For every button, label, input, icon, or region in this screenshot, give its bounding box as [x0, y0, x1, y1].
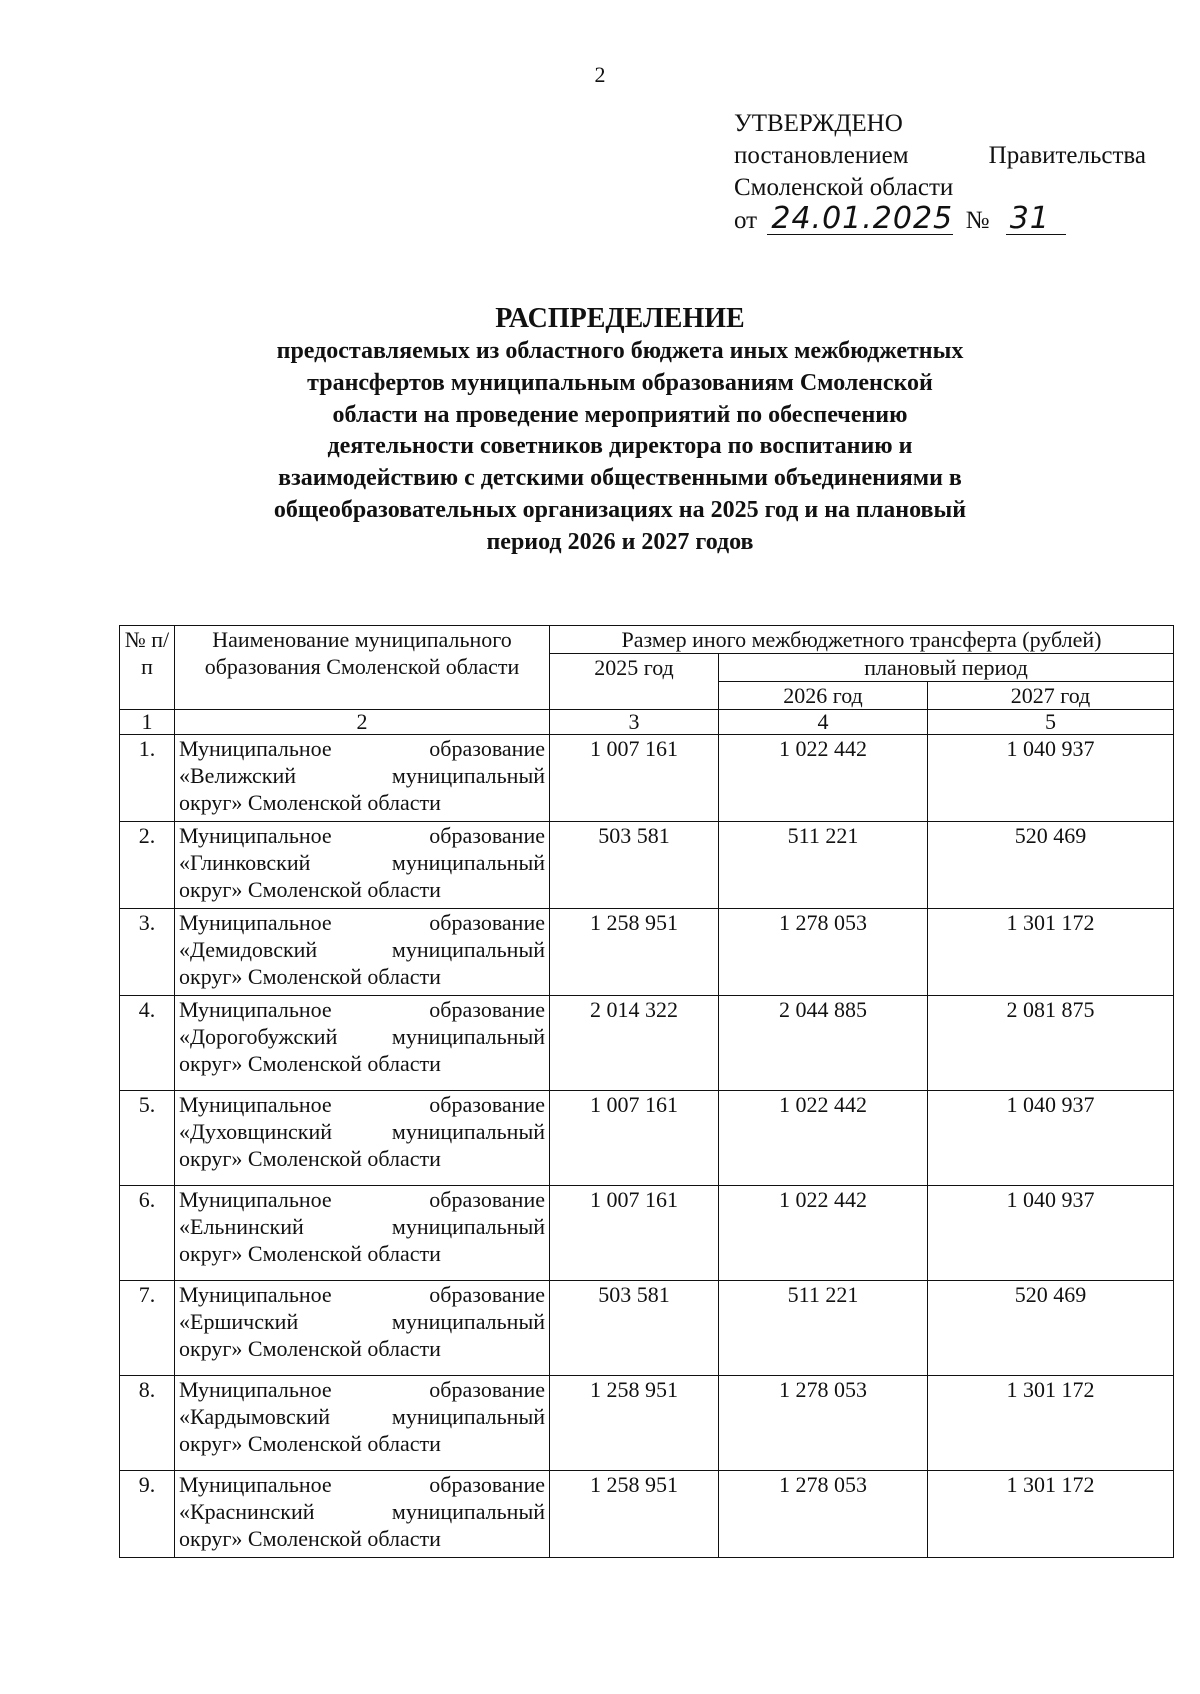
value-2026: 2 044 885 [719, 996, 928, 1091]
row-municipality [175, 822, 550, 909]
value-2025: 2 014 322 [550, 996, 719, 1091]
name-word: «Духовщинский [179, 1119, 333, 1144]
header-name: Наименование муниципального образования Смоленской области [175, 626, 550, 710]
row-municipality [175, 996, 550, 1091]
table-row [120, 735, 1174, 822]
row-number: 5. [120, 1091, 175, 1186]
table-row [120, 909, 1174, 996]
name-line-2 [179, 1403, 545, 1430]
row-municipality [175, 735, 550, 822]
name-line-2 [179, 849, 545, 876]
value-2027: 1 301 172 [928, 909, 1174, 996]
value-2027: 1 040 937 [928, 1186, 1174, 1281]
page-number: 2 [594, 62, 606, 87]
name-word: Муниципальное [179, 1092, 332, 1117]
name-line-3: округ» Смоленской области [179, 1336, 441, 1361]
value-2025: 1 007 161 [550, 1091, 719, 1186]
name-word: образование [429, 1377, 545, 1402]
approval-line-2 [734, 140, 1146, 172]
header-num: № п/п [120, 626, 175, 710]
value-2025: 503 581 [550, 822, 719, 909]
name-word: «Краснинский [179, 1499, 315, 1524]
row-number: 6. [120, 1186, 175, 1281]
row-municipality [175, 1091, 550, 1186]
value-2025: 1 258 951 [550, 1376, 719, 1471]
name-word: муниципальный [391, 763, 545, 788]
name-line-3: округ» Смоленской области [179, 1241, 441, 1266]
name-word: Муниципальное [179, 736, 332, 761]
value-2025: 1 007 161 [550, 1186, 719, 1281]
row-number: 7. [120, 1281, 175, 1376]
header-amount: Размер иного межбюджетного трансферта (рублей) [550, 626, 1174, 654]
approval-region: Смоленской области [734, 174, 954, 201]
header-2027: 2027 год [928, 682, 1174, 710]
value-2027: 1 040 937 [928, 1091, 1174, 1186]
value-2027: 1 301 172 [928, 1376, 1174, 1471]
header-2025: 2025 год [550, 654, 719, 710]
row-number: 8. [120, 1376, 175, 1471]
name-word: муниципальный [391, 850, 545, 875]
value-2027: 2 081 875 [928, 996, 1174, 1091]
name-line-3: округ» Смоленской области [179, 1526, 441, 1551]
name-line-1 [179, 909, 545, 936]
name-word: образование [429, 823, 545, 848]
name-word: Муниципальное [179, 1472, 332, 1497]
value-2025: 1 258 951 [550, 1471, 719, 1558]
name-word: «Дорогобужский [179, 1024, 338, 1049]
name-line-1 [179, 1091, 545, 1118]
value-2026: 1 278 053 [719, 1376, 928, 1471]
name-word: муниципальный [391, 1119, 545, 1144]
name-word: Муниципальное [179, 1282, 332, 1307]
approval-heading: УТВЕРЖДЕНО [734, 110, 903, 137]
name-word: Муниципальное [179, 1377, 332, 1402]
name-word: образование [429, 1187, 545, 1212]
row-number: 9. [120, 1471, 175, 1558]
name-word: муниципальный [391, 1499, 545, 1524]
index-cell: 2 [175, 710, 550, 735]
name-word: муниципальный [391, 937, 545, 962]
name-word: образование [429, 1092, 545, 1117]
name-line-2 [179, 1118, 545, 1145]
name-line-3: округ» Смоленской области [179, 1051, 441, 1076]
value-2027: 1 040 937 [928, 735, 1174, 822]
name-line-2 [179, 1213, 545, 1240]
name-word: «Велижский [179, 763, 296, 788]
value-2026: 1 278 053 [719, 909, 928, 996]
name-word: Муниципальное [179, 910, 332, 935]
name-line-3: округ» Смоленской области [179, 877, 441, 902]
value-2027: 520 469 [928, 1281, 1174, 1376]
name-line-1 [179, 735, 545, 762]
name-word: муниципальный [391, 1024, 545, 1049]
approval-date-handwritten: 24.01.2025 [767, 204, 953, 235]
name-line-3: округ» Смоленской области [179, 1431, 441, 1456]
table-row [120, 1186, 1174, 1281]
approval-date-number-row [734, 201, 1146, 237]
name-word: образование [429, 910, 545, 935]
approval-from-label: от [734, 207, 758, 234]
name-word: образование [429, 997, 545, 1022]
value-2025: 503 581 [550, 1281, 719, 1376]
document-title-block [150, 302, 1090, 559]
table-row [120, 1471, 1174, 1558]
document-subtitle: предоставляемых из областного бюджета иных межбюджетных трансфертов муниципальным образованиям Смоленской области на проведение мероприятий по обеспечению деятельности советников директора по воспитанию и взаимодействию с детскими общественными объединениями в общеобразовательных организациях на 2025 год и на плановый период 2026 и 2027 годов [273, 338, 967, 555]
value-2027: 520 469 [928, 822, 1174, 909]
name-line-1 [179, 996, 545, 1023]
name-word: «Ельнинский [179, 1214, 304, 1239]
row-municipality [175, 1281, 550, 1376]
value-2027: 1 301 172 [928, 1471, 1174, 1558]
index-cell: 5 [928, 710, 1174, 735]
document-title: РАСПРЕДЕЛЕНИЕ [495, 303, 745, 334]
index-cell: 3 [550, 710, 719, 735]
header-2026: 2026 год [719, 682, 928, 710]
name-line-3: округ» Смоленской области [179, 964, 441, 989]
row-municipality [175, 1471, 550, 1558]
value-2026: 1 022 442 [719, 735, 928, 822]
row-number: 3. [120, 909, 175, 996]
value-2026: 511 221 [719, 822, 928, 909]
name-word: Муниципальное [179, 997, 332, 1022]
name-line-2 [179, 762, 545, 789]
approval-word-government: Правительства [988, 142, 1146, 169]
table-row [120, 822, 1174, 909]
row-municipality [175, 1186, 550, 1281]
value-2026: 1 022 442 [719, 1091, 928, 1186]
name-word: «Кардымовский [179, 1404, 331, 1429]
name-word: «Демидовский [179, 937, 318, 962]
name-line-2 [179, 1498, 545, 1525]
name-word: образование [429, 736, 545, 761]
name-line-1 [179, 1186, 545, 1213]
value-2025: 1 258 951 [550, 909, 719, 996]
approval-word-resolution: постановлением [734, 142, 909, 169]
name-line-2 [179, 936, 545, 963]
name-word: «Ершичский [179, 1309, 299, 1334]
name-line-2 [179, 1308, 545, 1335]
name-word: муниципальный [391, 1214, 545, 1239]
name-line-2 [179, 1023, 545, 1050]
header-planned-period: плановый период [719, 654, 1174, 682]
approval-number-handwritten: 31 [1006, 204, 1066, 235]
value-2025: 1 007 161 [550, 735, 719, 822]
index-cell: 1 [120, 710, 175, 735]
distribution-table [119, 625, 1174, 1558]
name-line-1 [179, 1471, 545, 1498]
row-municipality [175, 909, 550, 996]
name-word: Муниципальное [179, 823, 332, 848]
value-2026: 1 278 053 [719, 1471, 928, 1558]
name-line-3: округ» Смоленской области [179, 1146, 441, 1171]
name-line-3: округ» Смоленской области [179, 790, 441, 815]
row-number: 2. [120, 822, 175, 909]
table-row [120, 1376, 1174, 1471]
row-number: 4. [120, 996, 175, 1091]
table-row [120, 1091, 1174, 1186]
name-word: Муниципальное [179, 1187, 332, 1212]
row-municipality [175, 1376, 550, 1471]
value-2026: 1 022 442 [719, 1186, 928, 1281]
name-word: муниципальный [391, 1309, 545, 1334]
row-number: 1. [120, 735, 175, 822]
name-line-1 [179, 822, 545, 849]
name-word: «Глинковский [179, 850, 311, 875]
value-2026: 511 221 [719, 1281, 928, 1376]
table-row [120, 996, 1174, 1091]
name-line-1 [179, 1376, 545, 1403]
table-row [120, 1281, 1174, 1376]
column-index-row [120, 710, 1174, 735]
name-line-1 [179, 1281, 545, 1308]
index-cell: 4 [719, 710, 928, 735]
name-word: муниципальный [391, 1404, 545, 1429]
name-word: образование [429, 1282, 545, 1307]
name-word: образование [429, 1472, 545, 1497]
approval-stamp [734, 108, 1146, 237]
approval-number-sign: № [965, 207, 990, 234]
table-body [120, 710, 1174, 1558]
